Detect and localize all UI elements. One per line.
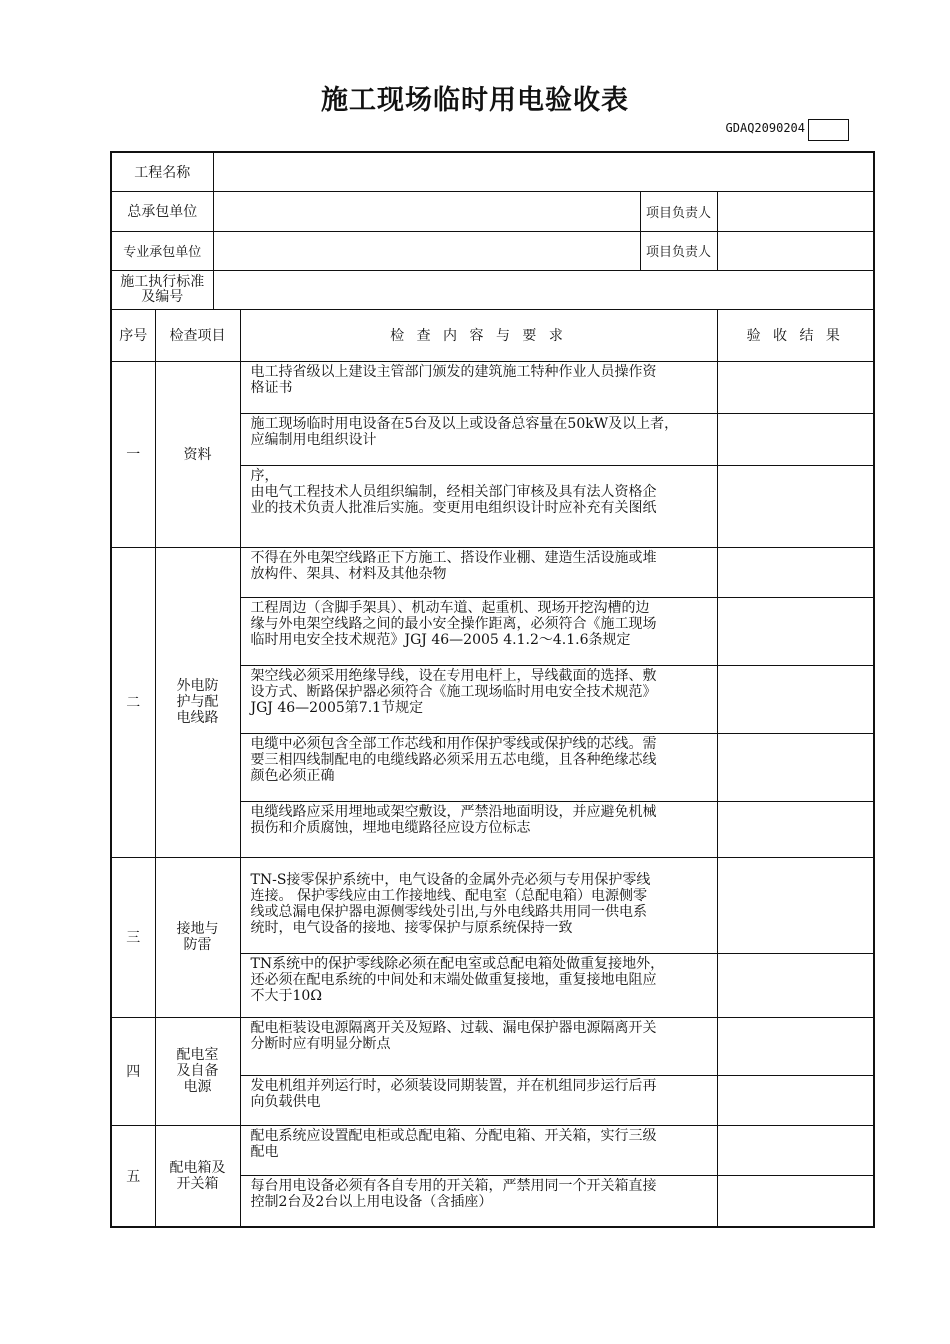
section-5-result-1[interactable]: [717, 1125, 874, 1175]
section-1-requirement-3: 序， 由电气工程技术人员组织编制，经相关部门审核及具有法人资格企 业的技术负责人批准后实施。变更用电组织设计时应补充有关图纸: [240, 465, 717, 547]
section-4-requirement-1: 配电柜装设电源隔离开关及短路、过载、漏电保护器电源隔离开关 分断时应有明显分断点: [240, 1017, 717, 1075]
section-2-result-5[interactable]: [717, 801, 874, 857]
project-manager-value-2[interactable]: [717, 231, 874, 270]
section-4-no: 四: [111, 1017, 155, 1125]
acceptance-form-table: [110, 151, 875, 1228]
col-header-result: 验 收 结 果: [717, 309, 874, 361]
section-2-item: 外电防护与配电线路: [155, 547, 240, 857]
section-2-result-3[interactable]: [717, 665, 874, 733]
section-1-requirement-1: 电工持省级以上建设主管部门颁发的建筑施工特种作业人员操作资 格证书: [240, 361, 717, 413]
section-1-result-1[interactable]: [717, 361, 874, 413]
section-5-item: 配电箱及开关箱: [155, 1125, 240, 1227]
section-5-result-2[interactable]: [717, 1175, 874, 1227]
standard-row: [111, 270, 874, 309]
project-name-value[interactable]: [213, 152, 874, 191]
section-2-requirement-4: 电缆中必须包含全部工作芯线和用作保护零线或保护线的芯线。需 要三相四线制配电的电缆线路必须采用五芯电缆，且各种绝缘芯线 颜色必须正确: [240, 733, 717, 801]
section-1-no: 一: [111, 361, 155, 547]
section-4-row-1: [111, 1017, 874, 1075]
col-header-no: 序号: [111, 309, 155, 361]
section-5-requirement-1: 配电系统应设置配电柜或总配电箱、分配电箱、开关箱，实行三级 配电: [240, 1125, 717, 1175]
section-2-requirement-5: 电缆线路应采用埋地或架空敷设，严禁沿地面明设，并应避免机械 损伤和介质腐蚀，埋地电缆路径应设方位标志: [240, 801, 717, 857]
specialty-contractor-label: 专业承包单位: [111, 231, 213, 270]
form-code-box[interactable]: [808, 119, 849, 141]
section-2-requirement-3: 架空线必须采用绝缘导线，设在专用电杆上，导线截面的选择、敷 设方式、断路保护器必须符合《施工现场临时用电安全技术规范》 JGJ 46—2005第7.1节规定: [240, 665, 717, 733]
section-2-requirement-1: 不得在外电架空线路正下方施工、搭设作业棚、建造生活设施或堆 放构件、架具、材料及其他杂物: [240, 547, 717, 597]
section-2-result-1[interactable]: [717, 547, 874, 597]
standard-value[interactable]: [213, 270, 874, 309]
project-manager-label-1: 项目负责人: [640, 191, 717, 231]
project-name-label: 工程名称: [111, 152, 213, 191]
section-4-result-1[interactable]: [717, 1017, 874, 1075]
specialty-contractor-value[interactable]: [213, 231, 640, 270]
general-contractor-row: [111, 191, 874, 231]
section-2-result-4[interactable]: [717, 733, 874, 801]
section-1-item: 资料: [155, 361, 240, 547]
standard-label: 施工执行标准及编号: [111, 270, 213, 309]
section-3-no: 三: [111, 857, 155, 1017]
section-2-row-1: [111, 547, 874, 597]
section-4-requirement-2: 发电机组并列运行时，必须装设同期装置，并在机组同步运行后再 向负载供电: [240, 1075, 717, 1125]
project-name-row: [111, 152, 874, 191]
section-3-item: 接地与防雷: [155, 857, 240, 1017]
section-3-row-1: [111, 857, 874, 953]
section-3-result-1[interactable]: [717, 857, 874, 953]
general-contractor-value[interactable]: [213, 191, 640, 231]
section-3-requirement-2: TN系统中的保护零线除必须在配电室或总配电箱处做重复接地外， 还必须在配电系统的中间处和末端处做重复接地，重复接地电阻应 不大于10Ω: [240, 953, 717, 1017]
project-manager-value-1[interactable]: [717, 191, 874, 231]
form-code: GDAQ2090204: [725, 121, 805, 135]
section-5-no: 五: [111, 1125, 155, 1227]
section-2-result-2[interactable]: [717, 597, 874, 665]
section-5-row-1: [111, 1125, 874, 1175]
section-4-item: 配电室及自备电源: [155, 1017, 240, 1125]
page-title: 施工现场临时用电验收表: [321, 85, 629, 116]
specialty-contractor-row: [111, 231, 874, 270]
section-4-result-2[interactable]: [717, 1075, 874, 1125]
column-header-row: [111, 309, 874, 361]
section-2-no: 二: [111, 547, 155, 857]
section-3-requirement-1: TN-S接零保护系统中，电气设备的金属外壳必须与专用保护零线 连接。 保护零线应由工作接地线、配电室（总配电箱）电源侧零 线或总漏电保护器电源侧零线处引出,与外电线路共用同一供电系 统时，电气设备的接地、接零保护与原系统保持一致: [240, 857, 717, 953]
col-header-content: 检 查 内 容 与 要 求: [240, 309, 717, 361]
project-manager-label-2: 项目负责人: [640, 231, 717, 270]
section-1-result-2[interactable]: [717, 413, 874, 465]
section-5-requirement-2: 每台用电设备必须有各自专用的开关箱，严禁用同一个开关箱直接 控制2台及2台以上用电设备（含插座）: [240, 1175, 717, 1227]
section-3-result-2[interactable]: [717, 953, 874, 1017]
col-header-item: 检查项目: [155, 309, 240, 361]
section-2-requirement-2: 工程周边（含脚手架具）、机动车道、起重机、现场开挖沟槽的边 缘与外电架空线路之间的最小安全操作距离，必须符合《施工现场 临时用电安全技术规范》JGJ 46—2005 4.1.2～4.1.6条规定: [240, 597, 717, 665]
general-contractor-label: 总承包单位: [111, 191, 213, 231]
section-1-requirement-2: 施工现场临时用电设备在5台及以上或设备总容量在50kW及以上者， 应编制用电组织设计: [240, 413, 717, 465]
section-1-result-3[interactable]: [717, 465, 874, 547]
section-1-row-1: [111, 361, 874, 413]
